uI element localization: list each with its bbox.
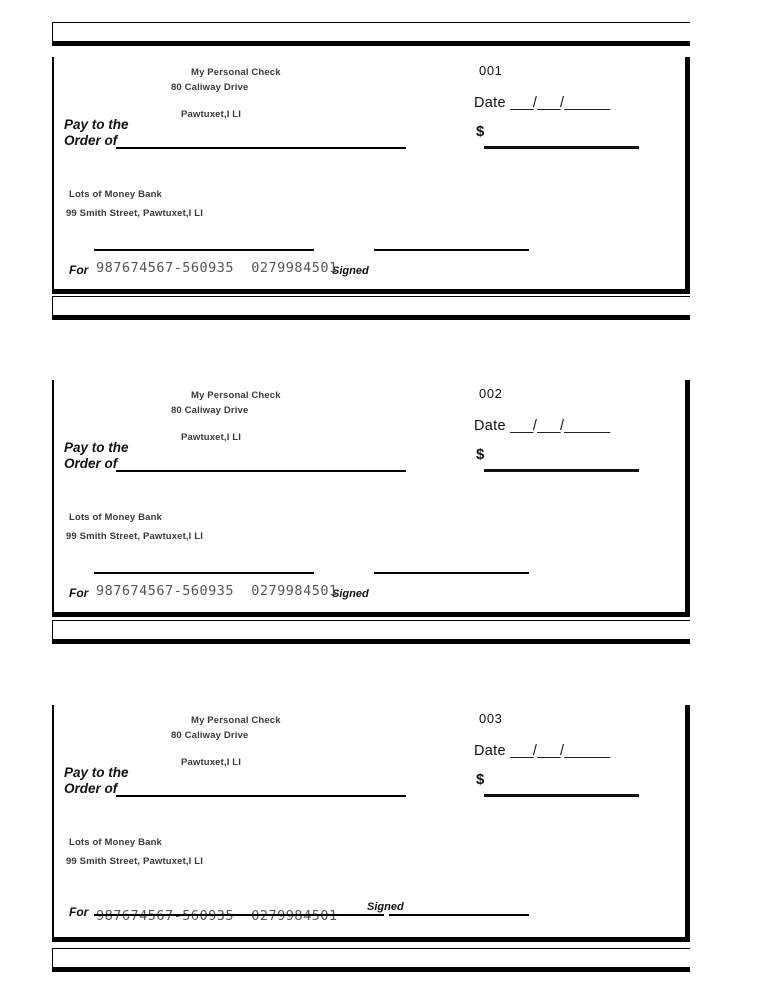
check-form-3[interactable] [52,705,690,942]
payer-street: 80 Caliway Drive [171,405,249,416]
date-label: Date [474,95,506,111]
payer-address-block-1 [139,65,281,122]
date-separator-2: / [559,95,565,111]
date-day-slot[interactable]: ___ [537,95,560,111]
bank-name: Lots of Money Bank [69,837,162,848]
date-year-slot[interactable]: ______ [564,95,610,111]
check-number-3: 003 [479,711,503,726]
payee-input-rule-3[interactable] [116,795,406,797]
bank-address-block-1 [66,185,204,223]
date-field-2[interactable] [474,418,610,434]
dollar-sign-1: $ [476,123,485,140]
date-month-slot[interactable]: ___ [510,743,533,759]
memo-label-1: For [69,263,89,277]
memo-label-3: For [69,905,89,919]
payee-input-rule-2[interactable] [116,470,406,472]
date-year-slot[interactable]: ______ [564,418,610,434]
bank-name: Lots of Money Bank [69,189,162,200]
date-month-slot[interactable]: ___ [510,418,533,434]
date-day-slot[interactable]: ___ [537,418,560,434]
signature-input-rule-1[interactable] [374,249,529,251]
date-label: Date [474,418,506,434]
date-separator-1: / [532,418,538,434]
pay-to-order-label-3 [64,765,129,797]
payer-name: My Personal Check [191,715,281,726]
micr-line-3: 987674567-560935 0279984501 [96,908,338,924]
amount-input-rule-2[interactable] [484,469,639,472]
check-stub-band-4 [52,948,690,972]
signature-label-2: Signed [332,588,369,600]
payer-name: My Personal Check [191,390,281,401]
date-separator-1: / [532,743,538,759]
date-separator-1: / [532,95,538,111]
micr-line-1: 987674567-560935 0279984501 [96,260,338,276]
memo-label-2: For [69,586,89,600]
pay-to-order-label-1 [64,117,129,149]
memo-input-rule-3[interactable] [94,914,384,916]
amount-input-rule-1[interactable] [484,146,639,149]
payer-address-block-3 [139,713,281,770]
payer-street: 80 Caliway Drive [171,82,249,93]
date-day-slot[interactable]: ___ [537,743,560,759]
bank-address: 99 Smith Street, Pawtuxet,I LI [66,531,204,542]
pay-to-line-2: Order of [64,456,118,471]
bank-address: 99 Smith Street, Pawtuxet,I LI [66,208,204,219]
memo-input-rule-1[interactable] [94,249,314,251]
pay-to-line-1: Pay to the [64,440,129,455]
micr-line-2: 987674567-560935 0279984501 [96,583,338,599]
check-number-1: 001 [479,63,503,78]
payer-city-state: Pawtuxet,I LI [181,109,242,120]
dollar-sign-3: $ [476,771,485,788]
pay-to-line-1: Pay to the [64,765,129,780]
date-month-slot[interactable]: ___ [510,95,533,111]
pay-to-line-2: Order of [64,133,118,148]
signature-input-rule-3[interactable] [389,914,529,916]
payer-name: My Personal Check [191,67,281,78]
check-stub-band-3 [52,620,690,644]
date-year-slot[interactable]: ______ [564,743,610,759]
signature-label-1: Signed [332,265,369,277]
payer-address-block-2 [139,388,281,445]
dollar-sign-2: $ [476,446,485,463]
check-stub-band-1 [52,22,690,46]
date-label: Date [474,743,506,759]
check-form-2[interactable] [52,380,690,617]
memo-input-rule-2[interactable] [94,572,314,574]
date-field-1[interactable] [474,95,610,111]
date-separator-2: / [559,418,565,434]
signature-input-rule-2[interactable] [374,572,529,574]
amount-input-rule-3[interactable] [484,794,639,797]
bank-address: 99 Smith Street, Pawtuxet,I LI [66,856,204,867]
payer-city-state: Pawtuxet,I LI [181,432,242,443]
date-field-3[interactable] [474,743,610,759]
pay-to-line-2: Order of [64,781,118,796]
payer-street: 80 Caliway Drive [171,730,249,741]
payee-input-rule-1[interactable] [116,147,406,149]
check-number-2: 002 [479,386,503,401]
pay-to-order-label-2 [64,440,129,472]
check-form-1[interactable] [52,57,690,294]
check-stub-band-2 [52,296,690,320]
pay-to-line-1: Pay to the [64,117,129,132]
payer-city-state: Pawtuxet,I LI [181,757,242,768]
signature-label-3: Signed [367,901,404,913]
bank-address-block-3 [66,833,204,871]
bank-address-block-2 [66,508,204,546]
bank-name: Lots of Money Bank [69,512,162,523]
date-separator-2: / [559,743,565,759]
